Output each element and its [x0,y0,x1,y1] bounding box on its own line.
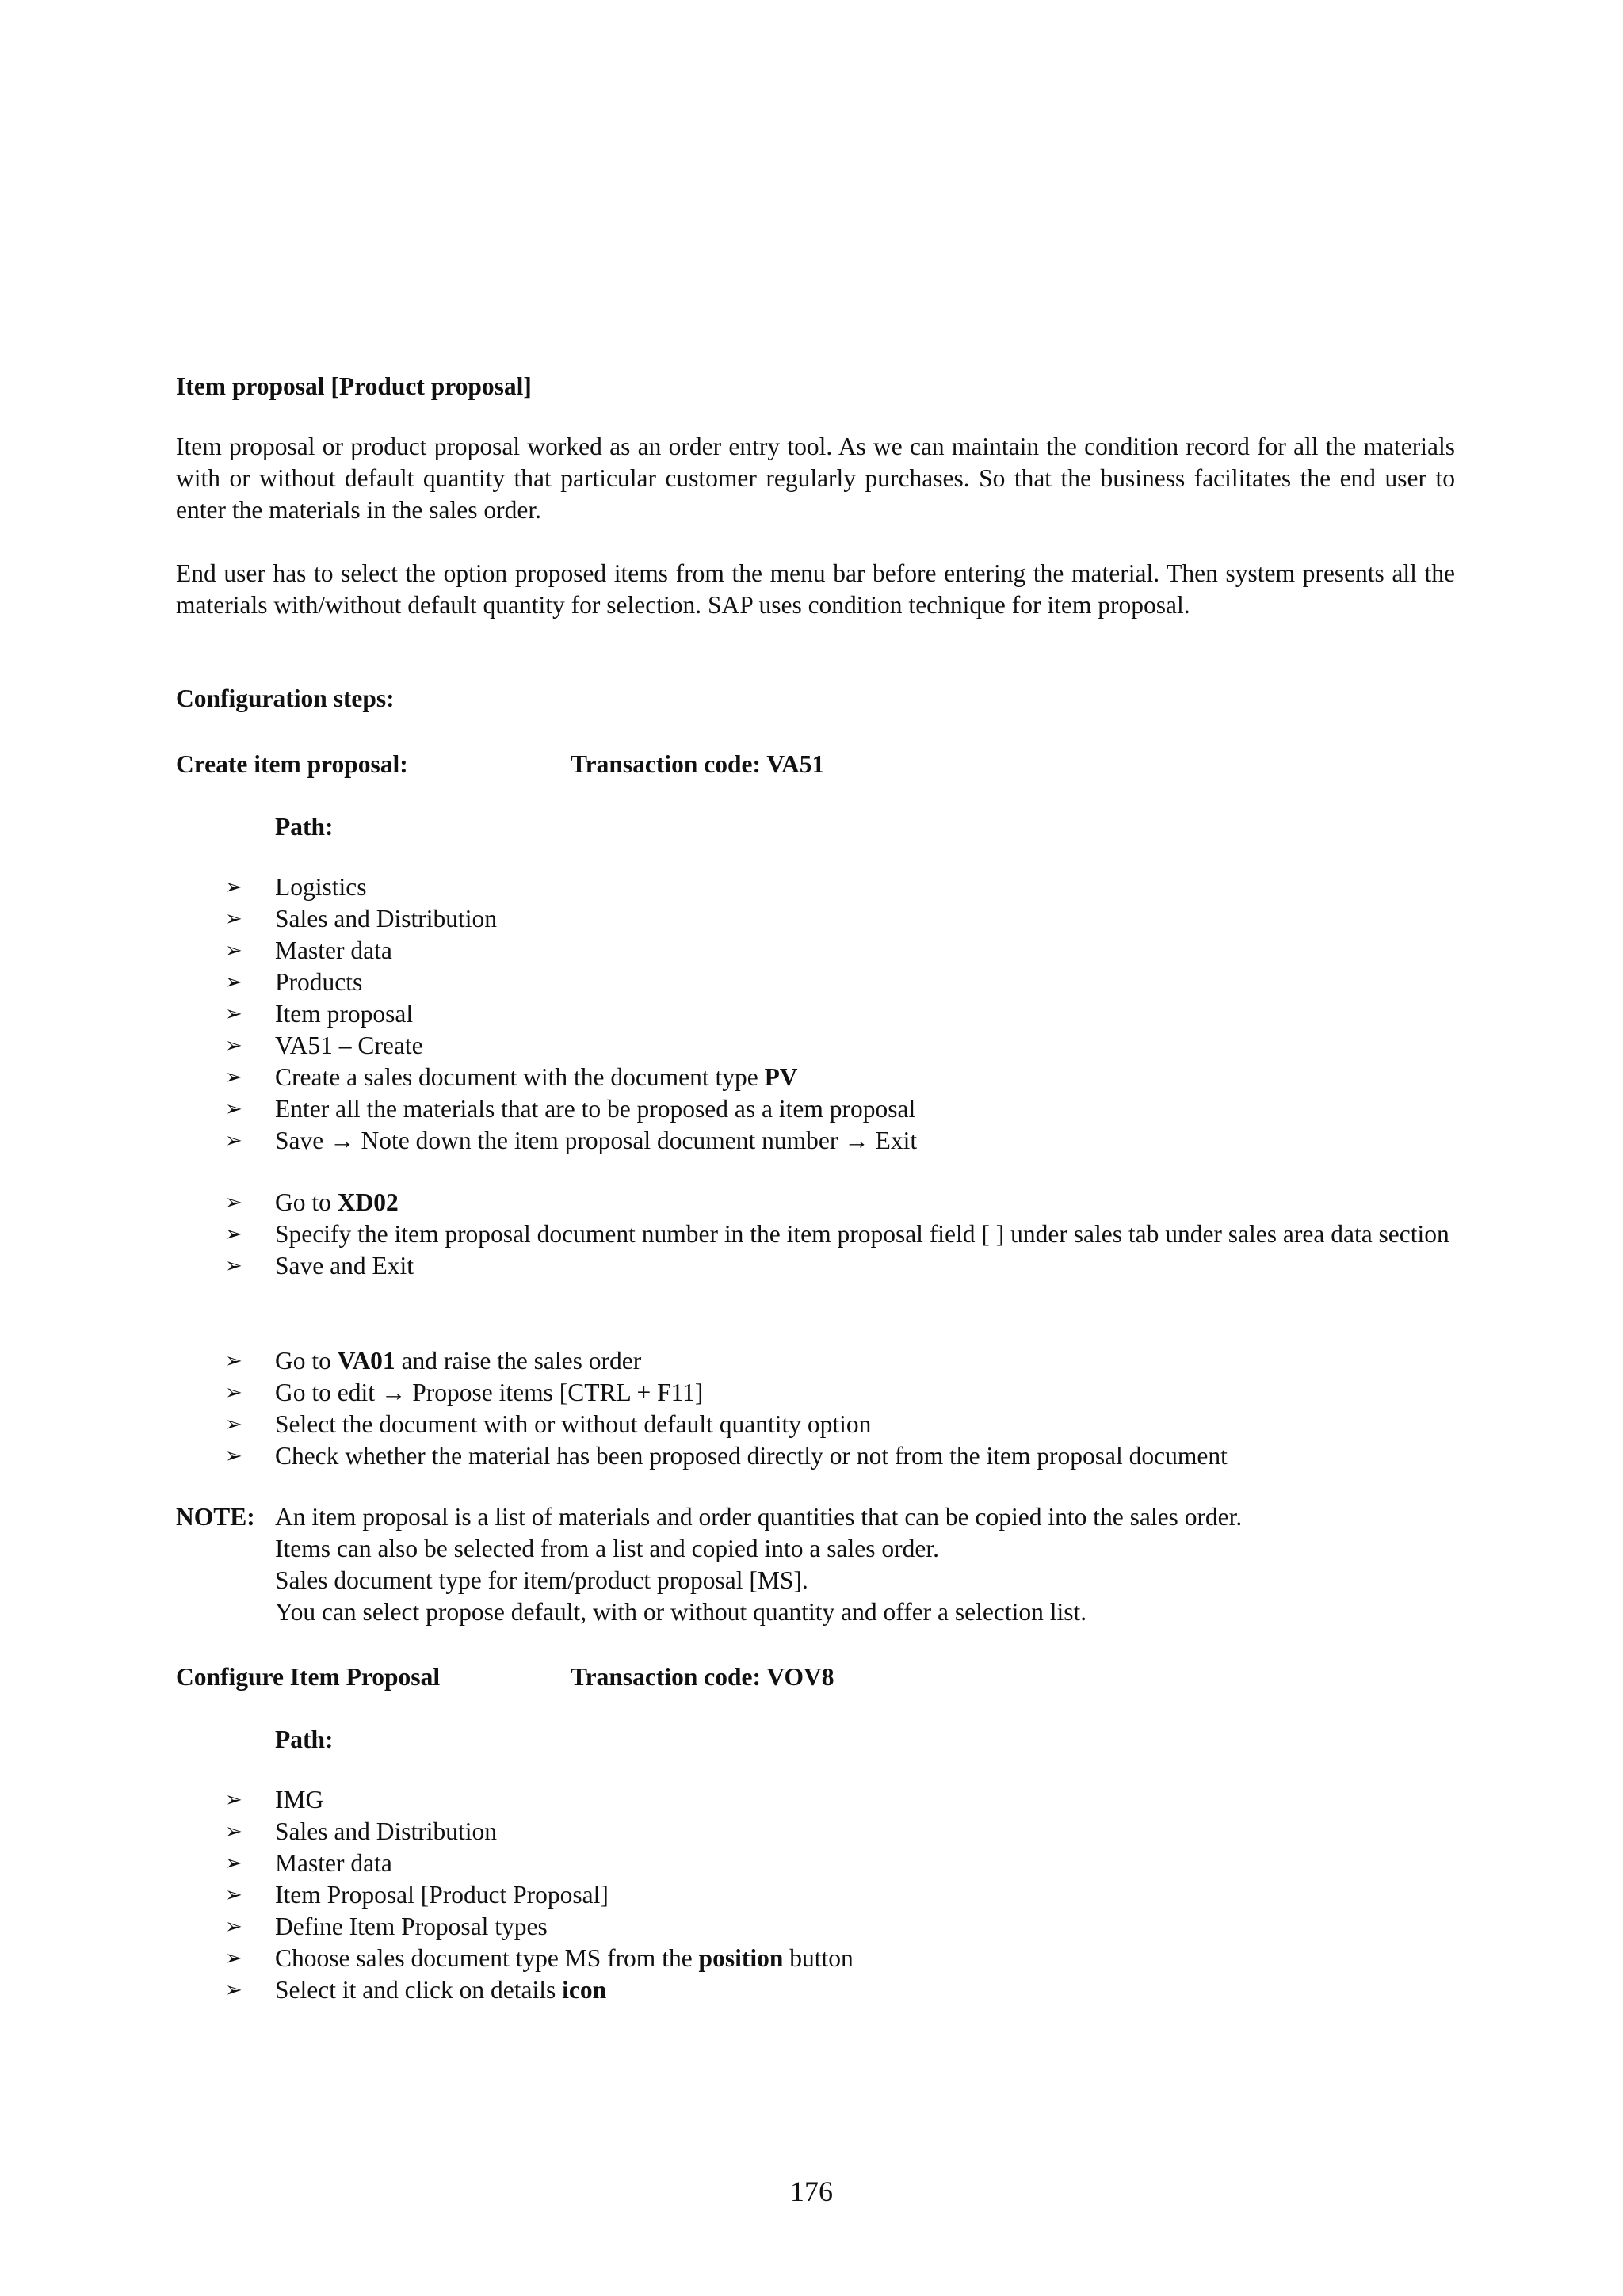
arrowhead-bullet-icon: ➢ [225,1002,242,1025]
configure-tcode: Transaction code: VOV8 [571,1663,834,1691]
list-item: ➢ Go to XD02 [176,1187,1455,1219]
configure-path-label: Path: [275,1726,334,1753]
list-item: ➢ Item Proposal [Product Proposal] [176,1879,1455,1911]
create-item-proposal-row [176,749,1455,780]
list-item: ➢ Select the document with or without default quantity option [176,1409,1455,1440]
list-item: ➢ Master data [176,1848,1455,1879]
list-item: ➢ Specify the item proposal document number in the item proposal field [ ] under sales tab under sales area data section [176,1219,1455,1250]
list-item: ➢ Go to edit → Propose items [CTRL + F11] [176,1377,1455,1409]
create-tcode: Transaction code: VA51 [571,750,825,778]
list-item: ➢ Products [176,967,1455,998]
intro-paragraph-2: End user has to select the option proposed items from the menu bar before entering the material. Then system presents all the materials with/without default quantity for selection. SAP uses condition technique for item proposal. [176,559,1455,619]
arrowhead-bullet-icon: ➢ [225,1883,242,1906]
create-path-label: Path: [275,813,334,841]
arrowhead-bullet-icon: ➢ [225,1444,242,1467]
list-item: ➢ Save → Note down the item proposal document number → Exit [176,1125,1455,1157]
arrowhead-bullet-icon: ➢ [225,875,242,898]
arrowhead-bullet-icon: ➢ [225,1413,242,1436]
list-item: ➢ Go to VA01 and raise the sales order [176,1345,1455,1377]
right-arrow-icon: → [330,1127,355,1154]
note-block [176,1501,1455,1628]
arrowhead-bullet-icon: ➢ [225,1915,242,1938]
arrowhead-bullet-icon: ➢ [225,1222,242,1245]
intro-paragraph-1: Item proposal or product proposal worked as an order entry tool. As we can maintain the condition record for all the materials with or without default quantity that particular customer regularly purchases. So that the business facilitates the end user to enter the materials in the sales order. [176,433,1455,524]
arrowhead-bullet-icon: ➢ [225,1191,242,1214]
arrowhead-bullet-icon: ➢ [225,1097,242,1120]
list-item: ➢ VA51 – Create [176,1030,1455,1062]
arrowhead-bullet-icon: ➢ [225,1129,242,1152]
note-line: Sales document type for item/product proposal [MS]. [275,1566,808,1594]
arrowhead-bullet-icon: ➢ [225,1788,242,1811]
list-item: ➢ Select it and click on details icon [176,1974,1455,2006]
note-line: An item proposal is a list of materials and order quantities that can be copied into the sales order. [275,1503,1243,1531]
arrowhead-bullet-icon: ➢ [225,1820,242,1843]
list-item: ➢ Master data [176,935,1455,967]
arrowhead-bullet-icon: ➢ [225,939,242,962]
create-item-proposal-label: Create item proposal: [176,750,408,778]
configure-item-proposal-label: Configure Item Proposal [176,1663,441,1691]
configure-path-list [176,1784,1455,2006]
config-steps-heading: Configuration steps: [176,685,395,712]
arrowhead-bullet-icon: ➢ [225,1978,242,2001]
right-arrow-icon: → [844,1127,869,1154]
page-number: 176 [790,2176,833,2207]
document-page [176,0,1455,2296]
arrowhead-bullet-icon: ➢ [225,971,242,994]
configure-item-proposal-row [176,1661,1455,1693]
arrowhead-bullet-icon: ➢ [225,1381,242,1404]
list-item: ➢ Sales and Distribution [176,1816,1455,1848]
list-item: ➢ Choose sales document type MS from the position button [176,1943,1455,1974]
xd02-list [176,1187,1455,1282]
list-item: ➢ Check whether the material has been proposed directly or not from the item proposal document [176,1440,1455,1472]
arrowhead-bullet-icon: ➢ [225,1947,242,1970]
list-item: ➢ Create a sales document with the document type PV [176,1062,1455,1093]
note-body [275,1501,1455,1628]
list-item: ➢ Item proposal [176,998,1455,1030]
arrowhead-bullet-icon: ➢ [225,1034,242,1057]
list-item: ➢ Define Item Proposal types [176,1911,1455,1943]
list-item: ➢ Sales and Distribution [176,903,1455,935]
list-item: ➢ Save and Exit [176,1250,1455,1282]
arrowhead-bullet-icon: ➢ [225,1066,242,1089]
arrowhead-bullet-icon: ➢ [225,1349,242,1372]
arrowhead-bullet-icon: ➢ [225,907,242,930]
list-item: ➢ Logistics [176,871,1455,903]
note-line: Items can also be selected from a list and copied into a sales order. [275,1535,939,1562]
note-label: NOTE: [176,1503,255,1531]
arrowhead-bullet-icon: ➢ [225,1254,242,1277]
note-line: You can select propose default, with or without quantity and offer a selection list. [275,1598,1087,1626]
va01-list [176,1345,1455,1472]
section-heading: Item proposal [Product proposal] [176,372,532,400]
arrowhead-bullet-icon: ➢ [225,1852,242,1875]
create-path-list [176,871,1455,1157]
list-item: ➢ Enter all the materials that are to be proposed as a item proposal [176,1093,1455,1125]
right-arrow-icon: → [380,1379,407,1406]
list-item: ➢ IMG [176,1784,1455,1816]
